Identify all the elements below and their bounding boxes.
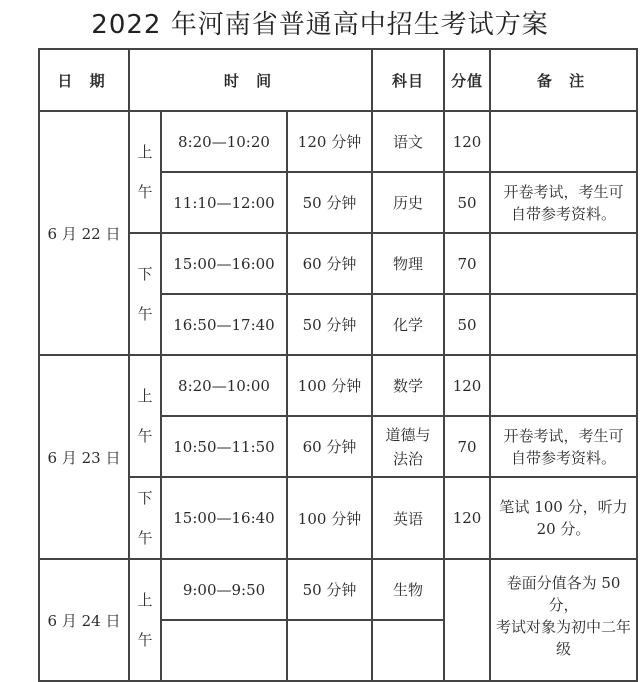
duration-cell: 120 分钟 bbox=[287, 111, 372, 172]
table-row bbox=[39, 111, 637, 172]
duration-cell: 50 分钟 bbox=[287, 172, 372, 233]
date-cell: 6 月 23 日 bbox=[39, 355, 129, 559]
header-score: 分值 bbox=[444, 49, 490, 111]
time-cell: 9:00—9:50 bbox=[161, 559, 287, 620]
duration-cell: 100 分钟 bbox=[287, 477, 372, 559]
note-cell bbox=[490, 111, 637, 172]
score-cell: 120 bbox=[444, 477, 490, 559]
time-cell: 15:00—16:00 bbox=[161, 233, 287, 294]
time-cell: 15:00—16:40 bbox=[161, 477, 287, 559]
time-cell: 8:20—10:20 bbox=[161, 111, 287, 172]
subject-cell: 物理 bbox=[372, 233, 444, 294]
date-cell: 6 月 22 日 bbox=[39, 111, 129, 355]
score-cell bbox=[444, 559, 490, 681]
duration-cell bbox=[287, 620, 372, 681]
note-cell bbox=[490, 233, 637, 294]
period-morning: 上 午 bbox=[129, 559, 161, 681]
header-note: 备 注 bbox=[490, 49, 637, 111]
subject-cell: 语文 bbox=[372, 111, 444, 172]
score-cell: 120 bbox=[444, 111, 490, 172]
time-cell: 11:10—12:00 bbox=[161, 172, 287, 233]
subject-cell: 道德与 法治 bbox=[372, 416, 444, 477]
duration-cell: 50 分钟 bbox=[287, 294, 372, 355]
note-cell: 卷面分值各为 50 分， 考试对象为初中二年级 bbox=[490, 559, 637, 681]
table-row bbox=[39, 355, 637, 416]
date-cell: 6 月 24 日 bbox=[39, 559, 129, 681]
header-subject: 科目 bbox=[372, 49, 444, 111]
time-cell: 16:50—17:40 bbox=[161, 294, 287, 355]
time-cell: 10:50—11:50 bbox=[161, 416, 287, 477]
period-afternoon: 下 午 bbox=[129, 233, 161, 355]
note-cell bbox=[490, 294, 637, 355]
period-afternoon: 下 午 bbox=[129, 477, 161, 559]
time-cell bbox=[161, 620, 287, 681]
table-row bbox=[39, 477, 637, 559]
subject-cell: 英语 bbox=[372, 477, 444, 559]
period-morning: 上 午 bbox=[129, 111, 161, 233]
note-cell: 开卷考试，考生可 自带参考资料。 bbox=[490, 416, 637, 477]
exam-schedule-table bbox=[38, 48, 638, 682]
header-row bbox=[39, 49, 637, 111]
note-cell: 开卷考试，考生可 自带参考资料。 bbox=[490, 172, 637, 233]
score-cell: 50 bbox=[444, 294, 490, 355]
note-cell: 笔试 100 分，听力 20 分。 bbox=[490, 477, 637, 559]
table-row bbox=[39, 559, 637, 620]
header-time: 时 间 bbox=[129, 49, 372, 111]
subject-cell: 数学 bbox=[372, 355, 444, 416]
period-morning: 上 午 bbox=[129, 355, 161, 477]
duration-cell: 60 分钟 bbox=[287, 416, 372, 477]
score-cell: 70 bbox=[444, 416, 490, 477]
score-cell: 120 bbox=[444, 355, 490, 416]
score-cell: 70 bbox=[444, 233, 490, 294]
header-date: 日 期 bbox=[39, 49, 129, 111]
subject-cell bbox=[372, 620, 444, 681]
time-cell: 8:20—10:00 bbox=[161, 355, 287, 416]
subject-cell: 生物 bbox=[372, 559, 444, 620]
page-title: 2022 年河南省普通高中招生考试方案 bbox=[91, 10, 549, 40]
subject-cell: 化学 bbox=[372, 294, 444, 355]
score-cell: 50 bbox=[444, 172, 490, 233]
duration-cell: 100 分钟 bbox=[287, 355, 372, 416]
table-row bbox=[39, 233, 637, 294]
subject-cell: 历史 bbox=[372, 172, 444, 233]
duration-cell: 50 分钟 bbox=[287, 559, 372, 620]
note-cell bbox=[490, 355, 637, 416]
duration-cell: 60 分钟 bbox=[287, 233, 372, 294]
